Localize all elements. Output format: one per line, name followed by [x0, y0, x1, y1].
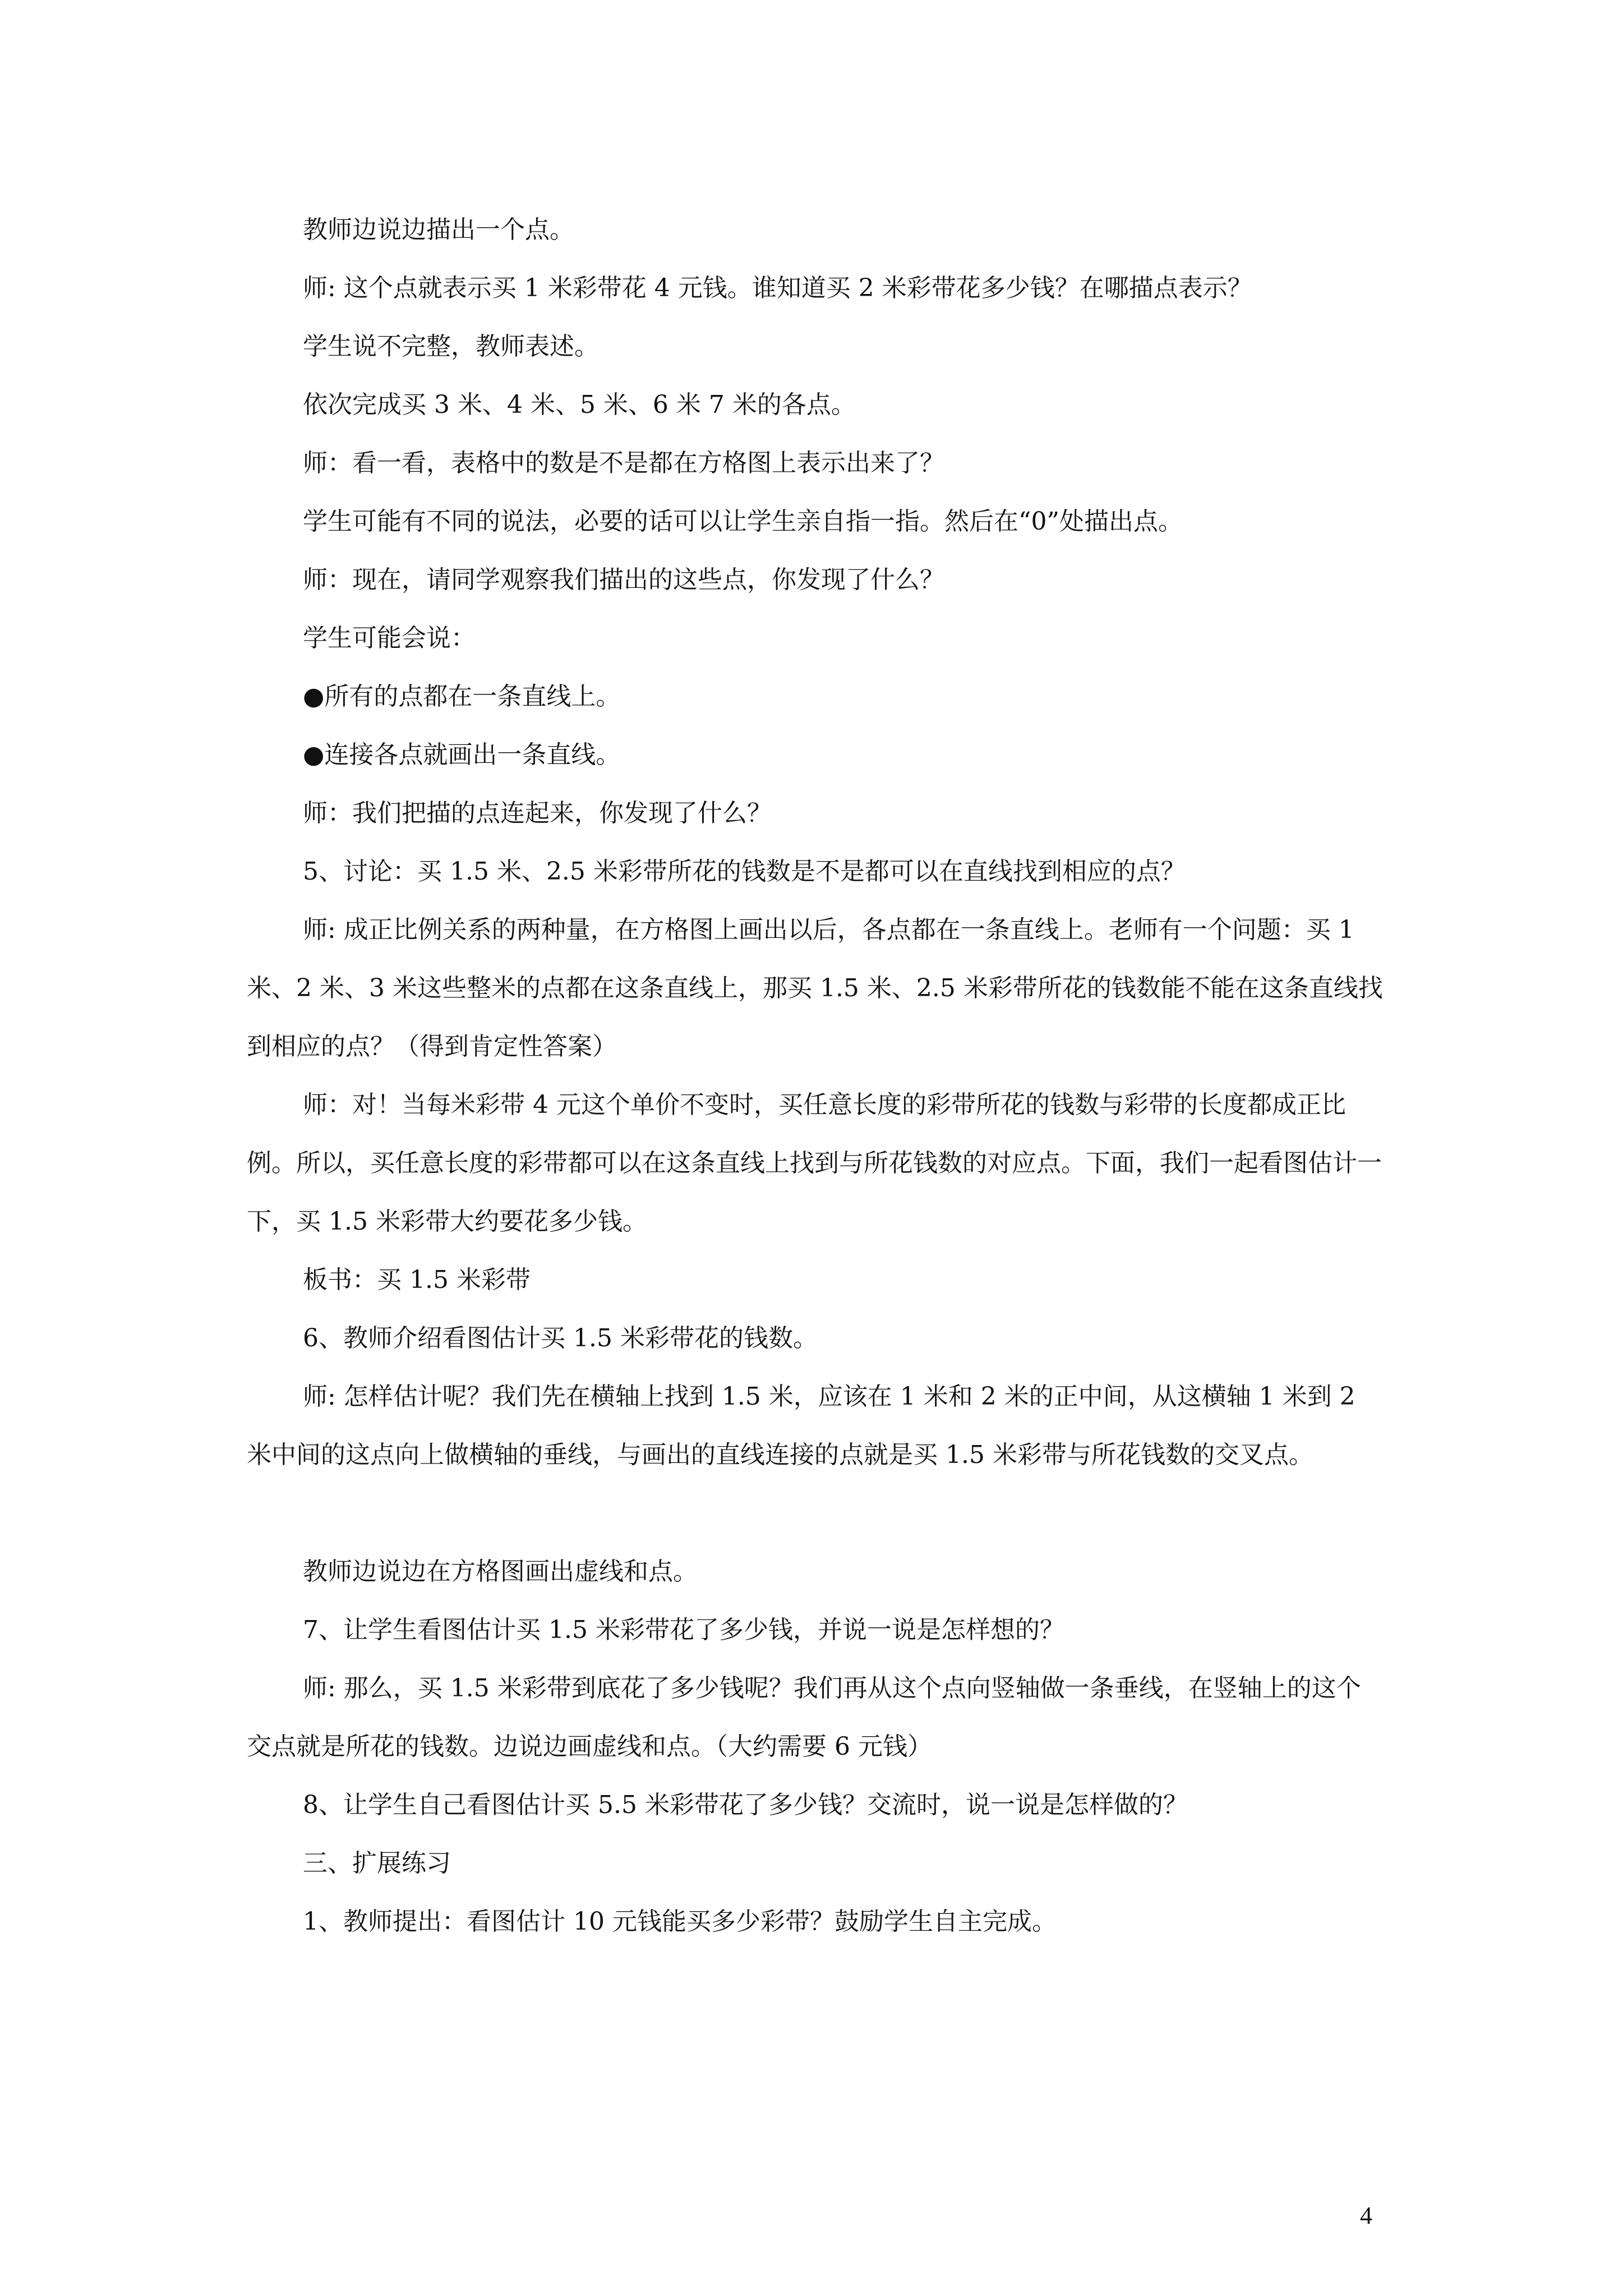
- bullet-item-1: ●所有的点都在一条直线上。: [303, 682, 621, 711]
- bullet-item-2: ●连接各点就画出一条直线。: [303, 740, 621, 769]
- paragraph-4: 依次完成买 3 米、4 米、5 米、6 米 7 米的各点。: [303, 390, 856, 419]
- paragraph-3: 学生说不完整，教师表述。: [303, 332, 599, 361]
- paragraph-1: 教师边说边描出一个点。: [303, 215, 574, 244]
- paragraph-19: 7、让学生看图估计买 1.5 米彩带花了多少钱，并说一说是怎样想的？: [303, 1616, 1064, 1644]
- paragraph-7: 师：现在，请同学观察我们描出的这些点，你发现了什么？: [303, 565, 944, 594]
- paragraph-16: 6、教师介绍看图估计买 1.5 米彩带花的钱数。: [303, 1324, 818, 1352]
- section-heading: 三、扩展练习: [303, 1849, 451, 1878]
- paragraph-8: 学生可能会说：: [303, 624, 476, 652]
- paragraph-5: 师：看一看，表格中的数是不是都在方格图上表示出来了？: [303, 449, 944, 477]
- paragraph-14: 师：对！当每米彩带 4 元这个单价不变时，买任意长度的彩带所花的钱数与彩带的长度都成正比例。所以，买任意长度的彩带都可以在这条直线上找到与所花钱数的对应点。下面，我们一起看图估计一下，买 1.5 米彩带大约要花多少钱。: [247, 1091, 1382, 1236]
- paragraph-2: 师: 这个点就表示买 1 米彩带花 4 元钱。谁知道买 2 米彩带花多少钱？在哪描点表示？: [303, 274, 1252, 302]
- paragraph-21: 8、让学生自己看图估计买 5.5 米彩带花了多少钱？交流时，说一说是怎样做的？: [303, 1791, 1188, 1819]
- paragraph-18: 教师边说边在方格图画出虚线和点。: [303, 1557, 698, 1586]
- paragraph-6: 学生可能有不同的说法，必要的话可以让学生亲自指一指。然后在“0”处描出点。: [303, 507, 1183, 536]
- paragraph-17: 师: 怎样估计呢？我们先在横轴上找到 1.5 米，应该在 1 米和 2 米的正中间，从这横轴 1 米到 2 米中间的这点向上做横轴的垂线，与画出的直线连接的点就是买 1.5 米彩带与所花钱数的交叉点。: [247, 1382, 1355, 1469]
- paragraph-13: 师: 成正比例关系的两种量，在方格图上画出以后，各点都在一条直线上。老师有一个问题：买 1 米、2 米、3 米这些整米的点都在这条直线上，那买 1.5 米、2.5 米彩带所花的钱数能不能在这条直线找到相应的点？（得到肯定性答案）: [247, 915, 1383, 1061]
- paragraph-11: 师：我们把描的点连起来，你发现了什么？: [303, 799, 772, 827]
- page-number: 4: [1360, 2202, 1372, 2229]
- paragraph-12: 5、讨论：买 1.5 米、2.5 米彩带所花的钱数是不是都可以在直线找到相应的点？: [303, 857, 1186, 886]
- paragraph-23: 1、教师提出：看图估计 10 元钱能买多少彩带？鼓励学生自主完成。: [303, 1907, 1057, 1936]
- paragraph-20: 师: 那么，买 1.5 米彩带到底花了多少钱呢？我们再从这个点向竖轴做一条垂线，在竖轴上的这个交点就是所花的钱数。边说边画虚线和点。（大约需要 6 元钱）: [247, 1674, 1361, 1761]
- paragraph-15: 板书：买 1.5 米彩带: [303, 1266, 531, 1294]
